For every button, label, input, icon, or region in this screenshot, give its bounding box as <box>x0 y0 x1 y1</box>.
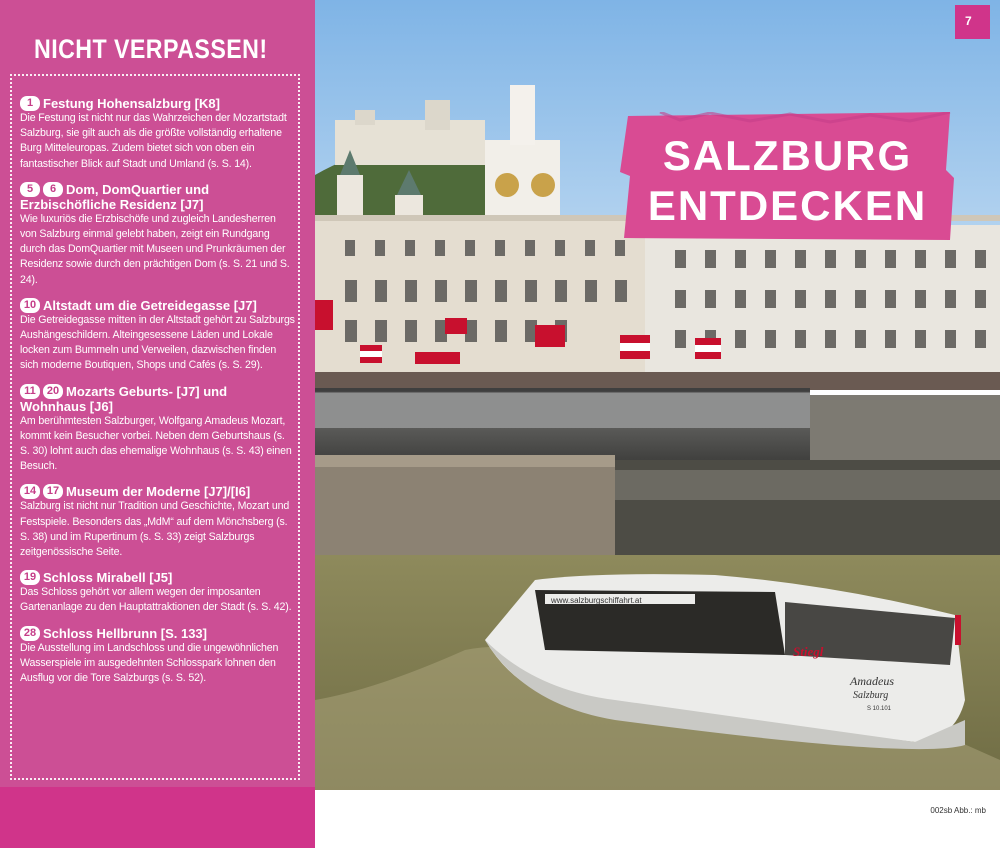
highlight-entry-body: Wie luxuriös die Erzbischöfe und zugleich Landesherren von Salzburg einmal gelebt haben, zeigt ein Rundgang durch das DomQuartier mit Museen und Prunkräumen der Residenz sowie durch den prächtigen Dom (s. S. 21 und S. 24). <box>20 212 290 286</box>
highlight-entry-title-text: Festung Hohensalzburg [K8] <box>43 96 220 111</box>
sidebar-footer-band <box>0 787 315 848</box>
highlights-list <box>20 96 295 696</box>
title-banner <box>620 112 955 242</box>
boat-id: S 10.101 <box>867 706 892 712</box>
highlight-entry-body: Die Ausstellung im Landschloss und die ungewöhnlichen Wasserspiele im ausgedehnten Schlosspark lohnen den Ausflug vor die Tore Salzburgs (s. S. 52). <box>20 641 279 685</box>
highlight-entry-title-text: Schloss Hellbrunn [S. 133] <box>43 625 207 641</box>
highlight-entry-title <box>20 182 295 212</box>
banner-title-line-1: SALZBURG <box>662 132 913 179</box>
sight-number-badge: 6 <box>43 182 63 197</box>
highlight-entry-title <box>20 298 295 313</box>
boat-city: Salzburg <box>853 690 889 701</box>
sight-number-badge: 19 <box>20 570 40 585</box>
boat-name: Amadeus <box>850 674 894 688</box>
sight-number-badge: 5 <box>20 182 40 197</box>
highlight-entry-body: Die Festung ist nicht nur das Wahrzeichen der Mozartstadt Salzburg, sie gilt auch als die größte vollständig erhaltene Burg Mitteleuropas. Zudem bietet sich von oben ein fantastischer Blick auf Stadt und Umland (s. S. 14). <box>20 112 287 170</box>
highlight-entry-title <box>20 96 295 111</box>
highlight-entry-title-text: Schloss Mirabell [J5] <box>43 570 173 586</box>
photo-credit: 002sb Abb.: mb <box>930 806 986 815</box>
highlight-entry-title-text: Mozarts Geburts- [J7] und Wohnhaus [J6] <box>20 383 228 414</box>
boat-url: www.salzburgschiffahrt.at <box>551 596 642 605</box>
boat-brand: Stiegl <box>793 644 824 659</box>
sight-number-badge: 10 <box>20 298 40 313</box>
highlight-entry <box>20 96 295 172</box>
highlight-entry-title <box>20 570 295 585</box>
highlight-entry-title <box>20 484 295 499</box>
highlight-entry <box>20 484 295 560</box>
sight-number-badge: 11 <box>20 384 40 399</box>
banner-title-line-2: ENTDECKEN <box>647 182 928 229</box>
highlight-entry-title-text: Dom, DomQuartier und Erzbischöfliche Residenz [J7] <box>20 181 210 212</box>
sidebar-heading: NICHT VERPASSEN! <box>34 34 268 64</box>
page-number: 7 <box>965 14 972 28</box>
highlight-entry <box>20 384 295 475</box>
page-number-tab <box>955 5 990 39</box>
highlight-entry-title-text: Museum der Moderne [J7]/[I6] <box>66 484 251 500</box>
sight-number-badge: 17 <box>43 484 63 499</box>
sight-number-badge: 28 <box>20 626 40 641</box>
highlight-entry <box>20 570 295 615</box>
highlight-entry-title-text: Altstadt um die Getreidegasse [J7] <box>43 297 257 313</box>
highlight-entry <box>20 182 295 288</box>
sight-number-badge: 14 <box>20 484 40 499</box>
highlight-entry-title <box>20 384 295 414</box>
highlight-entry <box>20 298 295 374</box>
highlight-entry-body: Salzburg ist nicht nur Tradition und Geschichte, Mozart und Festspiele. Besonders das „MdM“ auf dem Mönchsberg (s. S. 38) und im Rupertinum (s. S. 33) zeigt Salzburgs zeitgenössische Seite. <box>20 500 290 559</box>
highlight-entry-body: Die Getreidegasse mitten in der Altstadt gehört zu Salzburgs Aushängeschildern. Alteingesessene Läden und Lokale locken zum Bummeln und Verweilen, dazwischen finden sich moderne Boutiquen, Shops und Cafés (s. S. 29). <box>20 313 295 372</box>
highlight-entry-body: Das Schloss gehört vor allem wegen der imposanten Gartenanlage zu den Hauptattraktionen der Stadt (s. S. 42). <box>20 586 292 614</box>
highlight-entry-body: Am berühmtesten Salzburger, Wolfgang Amadeus Mozart, kommt kein Besucher vorbei. Neben dem Geburtshaus (s. S. 30) lohnt auch das ehemalige Wohnhaus (s. S. 43) einen Besuch. <box>20 414 292 473</box>
highlight-entry <box>20 626 295 687</box>
sight-number-badge: 20 <box>43 384 63 399</box>
highlight-entry-title <box>20 626 295 641</box>
sight-number-badge: 1 <box>20 96 40 111</box>
